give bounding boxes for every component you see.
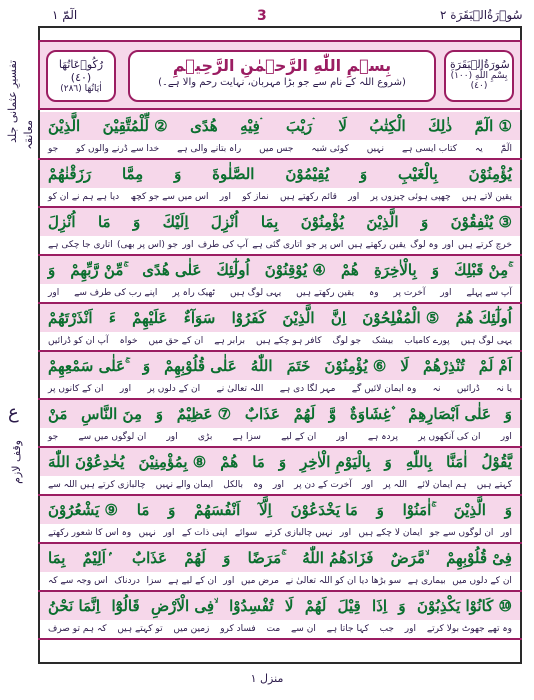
urdu-word: خواہ: [119, 336, 138, 346]
arabic-word: وَ: [359, 165, 368, 183]
arabic-line: [38, 112, 522, 140]
arabic-line: [38, 592, 522, 620]
ayah-count: اٰيَاتُهَا (٢٨٦): [60, 84, 102, 94]
arabic-word: الٓمّٓ ①: [474, 117, 512, 135]
urdu-word: سو بڑھا دیا ان کو اللہ تعالیٰ نے: [285, 576, 402, 586]
arabic-word: هُمْ: [220, 453, 239, 471]
urdu-word: اور: [348, 192, 360, 202]
urdu-word: اور: [500, 432, 512, 442]
arabic-word: يَشْعُرُوْنَ ⑨: [48, 501, 118, 519]
surah-info-left: [46, 50, 116, 102]
surah-meta: (١٠٠) بِسْمِ اللّٰهِ (٤٠): [450, 71, 508, 91]
urdu-word: خدا سے ڈرنے والوں کو: [76, 144, 160, 154]
arabic-word: بِالْاٰخِرَةِ: [373, 261, 417, 279]
arabic-word: مِنْ قَبْلِكَ ۚ: [454, 261, 512, 279]
urdu-word: ان کے حق میں: [148, 336, 204, 346]
arabic-word: لَا: [338, 117, 347, 135]
urdu-word: ان لوگوں میں سے: [78, 432, 147, 442]
urdu-word: ان کے دلوں پر: [147, 384, 201, 394]
urdu-word: ان کے دلوں میں: [452, 576, 512, 586]
urdu-word: یہی لوگ ہیں: [460, 336, 512, 346]
arabic-word: بِالْغَيْبِ: [398, 165, 438, 183]
urdu-word: وہ اس کا شعور رکھتے: [48, 528, 132, 538]
arabic-word: لَا: [284, 597, 294, 615]
urdu-translation-line: [38, 428, 522, 446]
arabic-word: وَ: [48, 261, 56, 279]
urdu-word: وہ: [369, 288, 379, 298]
arabic-word: سَوَآءٌ: [183, 309, 216, 327]
urdu-word: اور: [272, 480, 285, 490]
arabic-word: عَظِيْمٌ ⑦: [176, 405, 232, 423]
arabic-word: الَّذِيْنَ: [282, 309, 315, 327]
urdu-word: وہ: [253, 480, 263, 490]
arabic-word: وَ: [155, 405, 163, 423]
arabic-word: الَّذِيْنَ: [48, 117, 81, 135]
arabic-word: ذٰلِكَ: [428, 117, 453, 135]
arabic-word: اٰمَنُوْا ۚ: [402, 501, 436, 519]
surah-name: سُورَةُالۡبَقَرَةِ: [450, 58, 510, 71]
arabic-word: لَهُمْ: [293, 405, 316, 423]
urdu-word: بڑی: [197, 432, 213, 442]
urdu-word: بالکل: [223, 480, 243, 490]
arabic-word: اِذَا: [372, 597, 388, 615]
arabic-word: عَلٰى اَبْصَارِهِمْ: [408, 405, 491, 423]
urdu-word: اور: [361, 480, 374, 490]
urdu-translation-line: [38, 284, 522, 302]
arabic-word: وَ: [504, 405, 512, 423]
urdu-word: اور: [339, 528, 352, 538]
basmala-box: [128, 50, 436, 102]
urdu-word: الٓمّٓ: [500, 144, 512, 154]
arabic-word: عَلَيْهِمْ: [132, 309, 168, 327]
arabic-word: فِى الْاَرْضِ ۙ: [151, 597, 218, 615]
arabic-word: بِاللّٰهِ: [405, 453, 433, 471]
arabic-word: لَهُمْ: [184, 549, 206, 567]
urdu-word: نہ: [432, 384, 441, 394]
arabic-word: رَزَقْنٰهُمْ: [48, 165, 92, 183]
arabic-word: عَلٰى قُلُوْبِهِمْ: [164, 357, 237, 375]
arabic-word: يُؤْمِنُوْنَ ⑥: [324, 357, 387, 375]
urdu-word: آخرت پر: [393, 288, 426, 298]
arabic-word: فِيْهِ ۛ: [240, 117, 264, 135]
urdu-translation-line: [38, 620, 522, 638]
urdu-word: راہ بتانے والی ہے: [177, 144, 242, 154]
urdu-word: پردہ ہے: [367, 432, 399, 442]
urdu-word: نہیں چالبازی کرتے: [264, 528, 333, 538]
arabic-word: يُخٰدِعُوْنَ اللّٰهَ: [48, 453, 125, 471]
urdu-word: یقین رکھتے ہیں: [347, 240, 406, 250]
urdu-word: آخرت کے دن پر: [294, 480, 352, 490]
urdu-word: جو لوگ: [332, 336, 362, 346]
urdu-word: یا نہ: [496, 384, 512, 394]
urdu-word: پورے کامیاب: [404, 336, 450, 346]
arabic-word: مَا يَخْدَعُوْنَ: [290, 501, 358, 519]
urdu-translation-line: [38, 524, 522, 542]
arabic-word: لَا: [400, 357, 409, 375]
manzil-footer: منزل ١: [250, 672, 284, 685]
urdu-translation-line: [38, 572, 522, 590]
urdu-translation-line: [38, 188, 522, 206]
arabic-word: عَذَابٌ: [244, 405, 280, 423]
urdu-word: دیا ہے ہم نے ان کو: [48, 192, 120, 202]
arabic-word: وَّ: [328, 405, 337, 423]
urdu-word: یقین رکھتے ہیں: [296, 288, 355, 298]
urdu-word: نہیں: [366, 144, 385, 154]
arabic-line: [38, 256, 522, 284]
arabic-word: الصَّلٰوةَ: [212, 165, 255, 183]
urdu-translation-line: [38, 476, 522, 494]
urdu-word: زمین میں: [173, 624, 210, 634]
arabic-word: يُوْقِنُوْنَ ④: [264, 261, 326, 279]
urdu-word: جس میں: [259, 144, 294, 154]
row-divider: [38, 638, 522, 640]
arabic-word: اِلَيْكَ: [162, 213, 189, 231]
arabic-word: مَنْ: [48, 405, 68, 423]
urdu-translation-line: [38, 380, 522, 398]
arabic-line: [38, 160, 522, 188]
arabic-word: قَالُوْٓا: [111, 597, 140, 615]
arabic-word: اِنَّ: [330, 309, 346, 327]
urdu-word: اور: [219, 192, 231, 202]
arabic-line: [38, 304, 522, 332]
basmala: بِسۡمِ اللّٰهِ الرَّحۡمٰنِ الرَّحِيۡمِ: [172, 56, 392, 75]
arabic-line: [38, 208, 522, 236]
urdu-word: اور: [223, 576, 235, 586]
urdu-word: جو: [48, 432, 59, 442]
urdu-word: یہ: [474, 144, 483, 154]
urdu-word: کہا جاتا ہے: [326, 624, 369, 634]
urdu-word: ہم ایمان لائے: [417, 480, 467, 490]
page-header-left: سُوۡرَةُالۡبَقَرَة ٢: [440, 8, 523, 22]
arabic-line: [38, 400, 522, 428]
arabic-word: يَّقُوْلُ: [481, 453, 512, 471]
arabic-word: وَ: [278, 453, 287, 471]
urdu-word: اتاری گئی ہے: [252, 240, 303, 250]
urdu-word: مہر لگا دی ہے: [279, 384, 336, 394]
arabic-word: الْمُفْلِحُوْنَ ⑤: [362, 309, 440, 327]
arabic-word: وَ: [431, 261, 440, 279]
arabic-word: اللّٰهُ: [250, 357, 273, 375]
page-header-right: الٓمّٓ ١: [52, 8, 78, 22]
surah-banner: [38, 40, 522, 110]
arabic-word: قِيْلَ: [337, 597, 361, 615]
urdu-word: اور: [166, 432, 178, 442]
urdu-word: قائم رکھتے ہیں: [280, 192, 337, 202]
urdu-word: تو کہتے ہیں: [117, 624, 163, 634]
urdu-word: سزا: [146, 576, 162, 586]
margin-note-left-2: معانقہ: [22, 120, 35, 150]
urdu-word: ان کے کانوں پر: [48, 384, 104, 394]
urdu-word: آپ کی طرف: [197, 240, 248, 250]
arabic-word: عَذَابٌ: [131, 549, 168, 567]
arabic-word: وَ: [223, 549, 231, 567]
arabic-word: كَانُوْا يَكْذِبُوْنَ ⑩: [416, 597, 512, 615]
arabic-word: مَا: [136, 501, 150, 519]
urdu-word: اس وجہ سے کہ: [48, 576, 108, 586]
arabic-word: مِّنْ رَّبِّهِمْ ۚ: [70, 261, 128, 279]
urdu-word: اس پر جو: [306, 240, 344, 250]
arabic-line: [38, 352, 522, 380]
urdu-word: کہ ہم تو صرف: [48, 624, 107, 634]
urdu-word: مت: [266, 624, 281, 634]
urdu-word: وہ تھے جھوٹ بولا کرتے: [426, 624, 512, 634]
ruku-count: رُكُوۡعَاتُهَا (٤٠): [58, 58, 104, 84]
urdu-word: دردناک: [114, 576, 140, 586]
urdu-word: چالبازی کرتے ہیں اللہ سے: [48, 480, 146, 490]
urdu-word: جو: [48, 144, 59, 154]
arabic-word: اَلِيْمٌ ۢ: [82, 549, 115, 567]
arabic-word: يُؤْمِنُوْنَ: [468, 165, 512, 183]
arabic-word: اُولٰٓئِكَ هُمُ: [455, 309, 512, 327]
basmala-translation: (شروع اللہ کے نام سے جو بڑا مہربان، نہایت رحم والا ہے۔): [158, 77, 406, 88]
urdu-word: اپنی ذات کے: [181, 528, 228, 538]
urdu-word: آپ ان کو ڈرائیں: [48, 336, 109, 346]
urdu-word: نہیں: [138, 528, 156, 538]
arabic-word: مِنَ النَّاسِ: [81, 405, 142, 423]
urdu-word: نماز کو: [242, 192, 269, 202]
urdu-word: ایمان والے نہیں: [155, 480, 214, 490]
arabic-word: اِنَّمَا نَحْنُ: [48, 597, 101, 615]
arabic-word: تُفْسِدُوْا: [229, 597, 274, 615]
urdu-word: اور: [182, 240, 194, 250]
urdu-word: مرض میں: [241, 576, 279, 586]
arabic-word: فِىْ قُلُوْبِهِمْ: [446, 549, 512, 567]
urdu-word: بیماری ہے: [407, 576, 446, 586]
urdu-word: کوئی شبہ: [311, 144, 349, 154]
ruku-mark: ع: [8, 402, 19, 423]
arabic-word: لَهُمْ: [304, 597, 327, 615]
urdu-word: آپ سے پہلے: [466, 288, 512, 298]
arabic-word: وَ: [504, 501, 512, 519]
arabic-word: وَ: [384, 453, 392, 471]
arabic-word: هُمْ: [340, 261, 359, 279]
arabic-word: بِمُؤْمِنِيْنَ ⑧: [138, 453, 207, 471]
urdu-translation-line: [38, 332, 522, 350]
arabic-word: عَلٰى هُدًى: [142, 261, 202, 279]
arabic-word: بِمَا: [260, 213, 279, 231]
arabic-line: [38, 496, 522, 524]
urdu-word: ٹھیک راہ پر: [172, 288, 216, 298]
arabic-word: اِلَّآ: [259, 501, 272, 519]
arabic-word: ءَ: [108, 309, 116, 327]
arabic-word: اَنْفُسَهُمْ: [194, 501, 241, 519]
arabic-word: رَيْبَ ۛ: [286, 117, 316, 135]
arabic-word: لِّلْمُتَّقِيْنَ ②: [102, 117, 168, 135]
urdu-word: ان کی آنکھوں پر: [418, 432, 481, 442]
urdu-word: اور: [440, 288, 452, 298]
arabic-word: وَ: [168, 501, 176, 519]
arabic-word: مَا: [97, 213, 111, 231]
arabic-word: الْكِتٰبُ: [369, 117, 406, 135]
urdu-word: ان لوگوں سے جو: [429, 528, 494, 538]
urdu-word: اتاری جا چکی ہے: [48, 240, 113, 250]
urdu-word: اپنے رب کی طرف سے: [74, 288, 158, 298]
urdu-word: اور: [48, 288, 60, 298]
arabic-word: اُنْزِلَ: [48, 213, 76, 231]
arabic-word: يُقِيْمُوْنَ: [285, 165, 330, 183]
urdu-word: اللہ تعالیٰ نے: [216, 384, 264, 394]
arabic-word: فَزَادَهُمُ اللّٰهُ: [302, 549, 374, 567]
urdu-word: کہتے ہیں: [476, 480, 512, 490]
urdu-word: اور: [163, 528, 175, 538]
urdu-word: یقین لاتے ہیں: [461, 192, 512, 202]
arabic-word: وَ: [376, 501, 384, 519]
urdu-word: ڈرائیں: [456, 384, 480, 394]
arabic-word: تُنْذِرْهُمْ: [423, 357, 465, 375]
surah-info-right: [444, 50, 514, 102]
arabic-word: غِشَاوَةٌ ۫: [349, 405, 395, 423]
urdu-word: اور: [404, 624, 416, 634]
urdu-word: کافر ہو چکے ہیں: [256, 336, 322, 346]
urdu-translation-line: [38, 236, 522, 254]
arabic-word: وَ: [132, 213, 141, 231]
arabic-word: اُولٰٓئِكَ: [216, 261, 250, 279]
urdu-word: اللہ پر: [383, 480, 408, 490]
arabic-word: اَنْذَرْتَهُمْ: [48, 309, 93, 327]
urdu-word: سزا ہے: [232, 432, 261, 442]
arabic-word: يُؤْمِنُوْنَ: [300, 213, 344, 231]
arabic-word: وَ: [398, 597, 406, 615]
urdu-word: ان سے: [291, 624, 316, 634]
arabic-word: مَّرَضٌ ۙ: [390, 549, 429, 567]
urdu-word: (اس پر بھی) جو: [116, 240, 178, 250]
arabic-word: اُنْزِلَ: [210, 213, 239, 231]
page-number: 3: [257, 8, 267, 24]
margin-note-waqf: وقف لازم: [10, 440, 23, 484]
urdu-word: خرچ کرتے ہیں: [458, 240, 512, 250]
arabic-word: مِمَّا: [121, 165, 144, 183]
arabic-word: مَرَضًا ۚ: [247, 549, 285, 567]
arabic-word: بِالْيَوْمِ الْاٰخِرِ: [300, 453, 371, 471]
urdu-word: ان کے لیے ہے: [168, 576, 217, 586]
arabic-word: كَفَرُوْا: [231, 309, 267, 327]
arabic-word: عَلٰى سَمْعِهِمْ ۚ: [48, 357, 129, 375]
urdu-word: جب: [379, 624, 394, 634]
urdu-word: بیشک: [372, 336, 394, 346]
arabic-line: [38, 448, 522, 476]
arabic-word: مَا: [252, 453, 265, 471]
urdu-word: وہ لوگ: [410, 240, 439, 250]
arabic-word: اَمْ لَمْ: [478, 357, 512, 375]
urdu-word: ایمان لا چکے ہیں: [358, 528, 423, 538]
urdu-word: اور: [119, 384, 132, 394]
urdu-word: سوائے: [234, 528, 258, 538]
arabic-line: [38, 544, 522, 572]
arabic-word: بِمَا: [48, 549, 66, 567]
arabic-word: وَ: [420, 213, 429, 231]
urdu-word: فساد کرو: [220, 624, 256, 634]
urdu-word: اور: [336, 432, 348, 442]
urdu-word: برابر ہے: [214, 336, 246, 346]
urdu-word: کتاب ایسی ہے: [402, 144, 458, 154]
arabic-word: هُدًى: [190, 117, 218, 135]
urdu-word: اور: [442, 240, 454, 250]
urdu-word: اس میں سے جو کچھ: [130, 192, 209, 202]
arabic-word: الَّذِيْنَ: [366, 213, 399, 231]
arabic-word: وَ: [174, 165, 182, 183]
arabic-word: يُنْفِقُوْنَ ③: [450, 213, 512, 231]
arabic-word: الَّذِيْنَ: [453, 501, 486, 519]
urdu-word: یہی لوگ ہیں: [229, 288, 282, 298]
margin-note-left: تفسیرِ عثمانی جلد: [6, 60, 19, 143]
urdu-word: چھپی ہوئی چیزوں پر: [370, 192, 451, 202]
urdu-translation-line: [38, 140, 522, 158]
urdu-word: وہ ایمان لائیں گے: [351, 384, 417, 394]
arabic-word: خَتَمَ: [286, 357, 311, 375]
arabic-word: وَ: [142, 357, 151, 375]
arabic-word: اٰمَنَّا: [446, 453, 468, 471]
urdu-word: ان کے لیے: [281, 432, 317, 442]
urdu-word: اور: [500, 528, 512, 538]
